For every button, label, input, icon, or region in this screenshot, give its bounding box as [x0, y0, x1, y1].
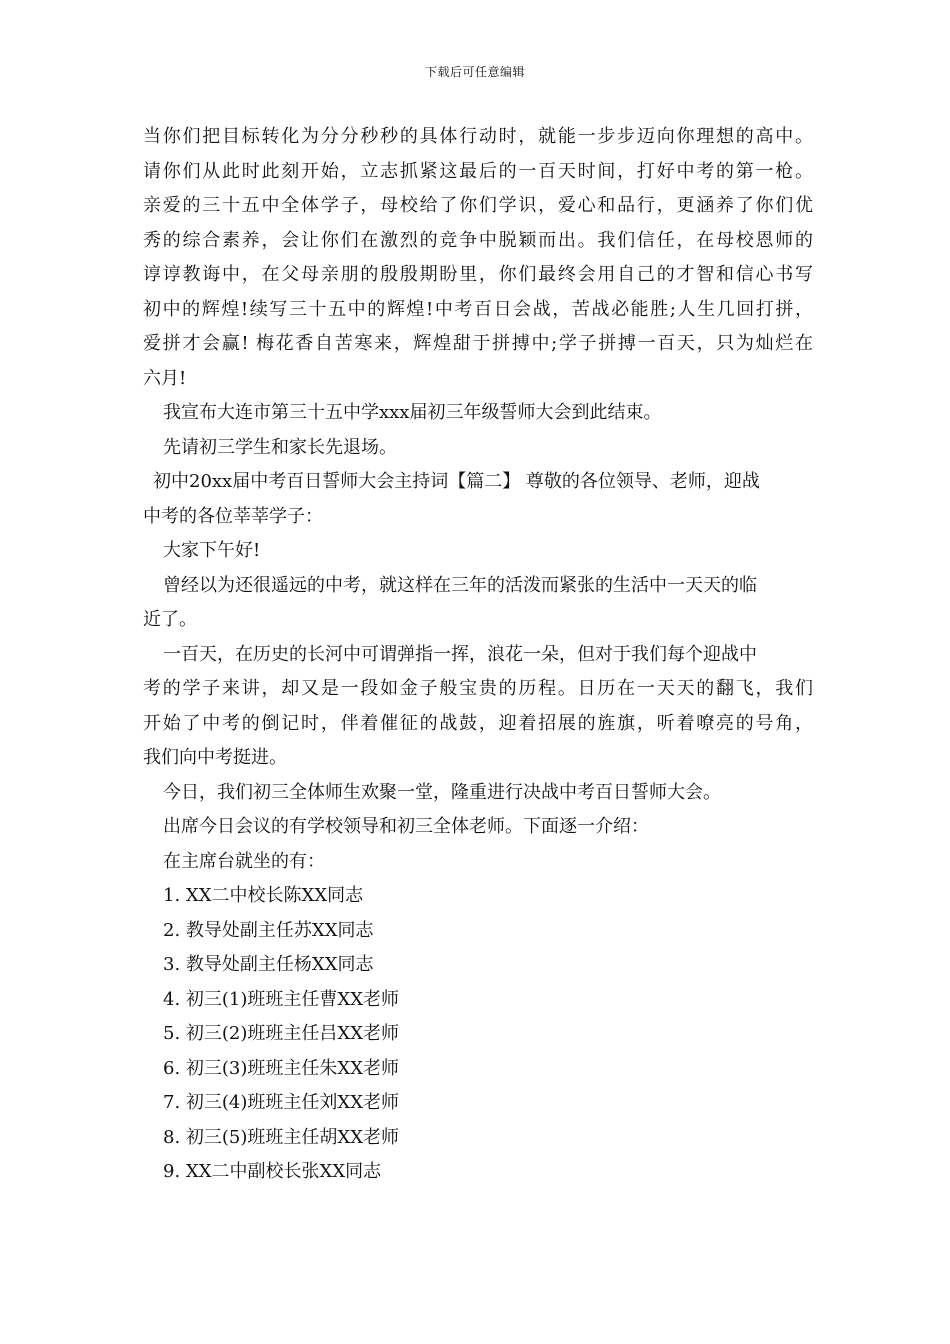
text-line: 一百天，在历史的长河中可谓弹指一挥，浪花一朵，但对于我们每个迎战中	[163, 643, 757, 665]
text-line: 秀的综合素养，会让你们在激烈的竞争中脱颖而出。我们信任，在母校恩师的	[143, 229, 813, 251]
text-line: 请你们从此时此刻开始，立志抓紧这最后的一百天时间，打好中考的第一枪。	[143, 160, 813, 182]
text-line: 初中的辉煌!续写三十五中的辉煌!中考百日会战，苦战必能胜;人生几回打拼，	[143, 298, 813, 320]
page-header: 下载后可任意编辑	[424, 65, 525, 79]
list-item: 1. XX二中校长陈XX同志	[163, 885, 364, 906]
text-line: 今日，我们初三全体师生欢聚一堂，隆重进行决战中考百日誓师大会。	[163, 781, 721, 803]
list-item: 7. 初三(4)班班主任刘XX老师	[163, 1092, 400, 1113]
text-line: 中考的各位莘莘学子：	[143, 505, 323, 527]
list-item: 3. 教导处副主任杨XX同志	[163, 954, 374, 975]
text-line: 曾经以为还很遥远的中考，就这样在三年的活泼而紧张的生活中一天天的临	[163, 574, 757, 596]
list-item: 4. 初三(1)班班主任曹XX老师	[163, 988, 400, 1010]
text-line: 初中20xx届中考百日誓师大会主持词【篇二】 尊敬的各位领导、老师，迎战	[153, 471, 760, 492]
text-line: 谆谆教诲中，在父母亲朋的殷殷期盼里，你们最终会用自己的才智和信心书写	[143, 264, 813, 285]
text-line: 当你们把目标转化为分分秒秒的具体行动时，就能一步步迈向你理想的高中。	[143, 126, 813, 147]
text-line: 大家下午好!	[163, 540, 261, 561]
text-line: 我们向中考挺进。	[143, 747, 287, 768]
text-line: 六月!	[143, 367, 187, 389]
list-item: 9. XX二中副校长张XX同志	[163, 1161, 382, 1182]
text-line: 在主席台就坐的有：	[163, 850, 325, 872]
list-item: 2. 教导处副主任苏XX同志	[163, 919, 374, 941]
text-line: 开始了中考的倒记时，伴着催征的战鼓，迎着招展的旌旗，听着嘹亮的号角，	[143, 712, 813, 734]
text-line: 考的学子来讲，却又是一段如金子般宝贵的历程。日历在一天天的翻飞，我们	[143, 678, 813, 699]
list-item: 5. 初三(2)班班主任吕XX老师	[163, 1023, 400, 1044]
document-body	[143, 120, 813, 1190]
text-line: 爱拼才会赢! 梅花香自苦寒来，辉煌甜于拼搏中;学子拼搏一百天，只为灿烂在	[143, 333, 813, 354]
text-line: 近了。	[143, 609, 197, 630]
text-line: 先请初三学生和家长先退场。	[163, 436, 397, 458]
list-item: 8. 初三(5)班班主任胡XX老师	[163, 1126, 400, 1148]
text-line: 亲爱的三十五中全体学子，母校给了你们学识，爱心和品行，更涵养了你们优	[143, 195, 813, 216]
text-line: 出席今日会议的有学校领导和初三全体老师。下面逐一介绍：	[163, 816, 649, 837]
text-line: 我宣布大连市第三十五中学xxx届初三年级誓师大会到此结束。	[163, 402, 662, 423]
list-item: 6. 初三(3)班班主任朱XX老师	[163, 1057, 400, 1079]
